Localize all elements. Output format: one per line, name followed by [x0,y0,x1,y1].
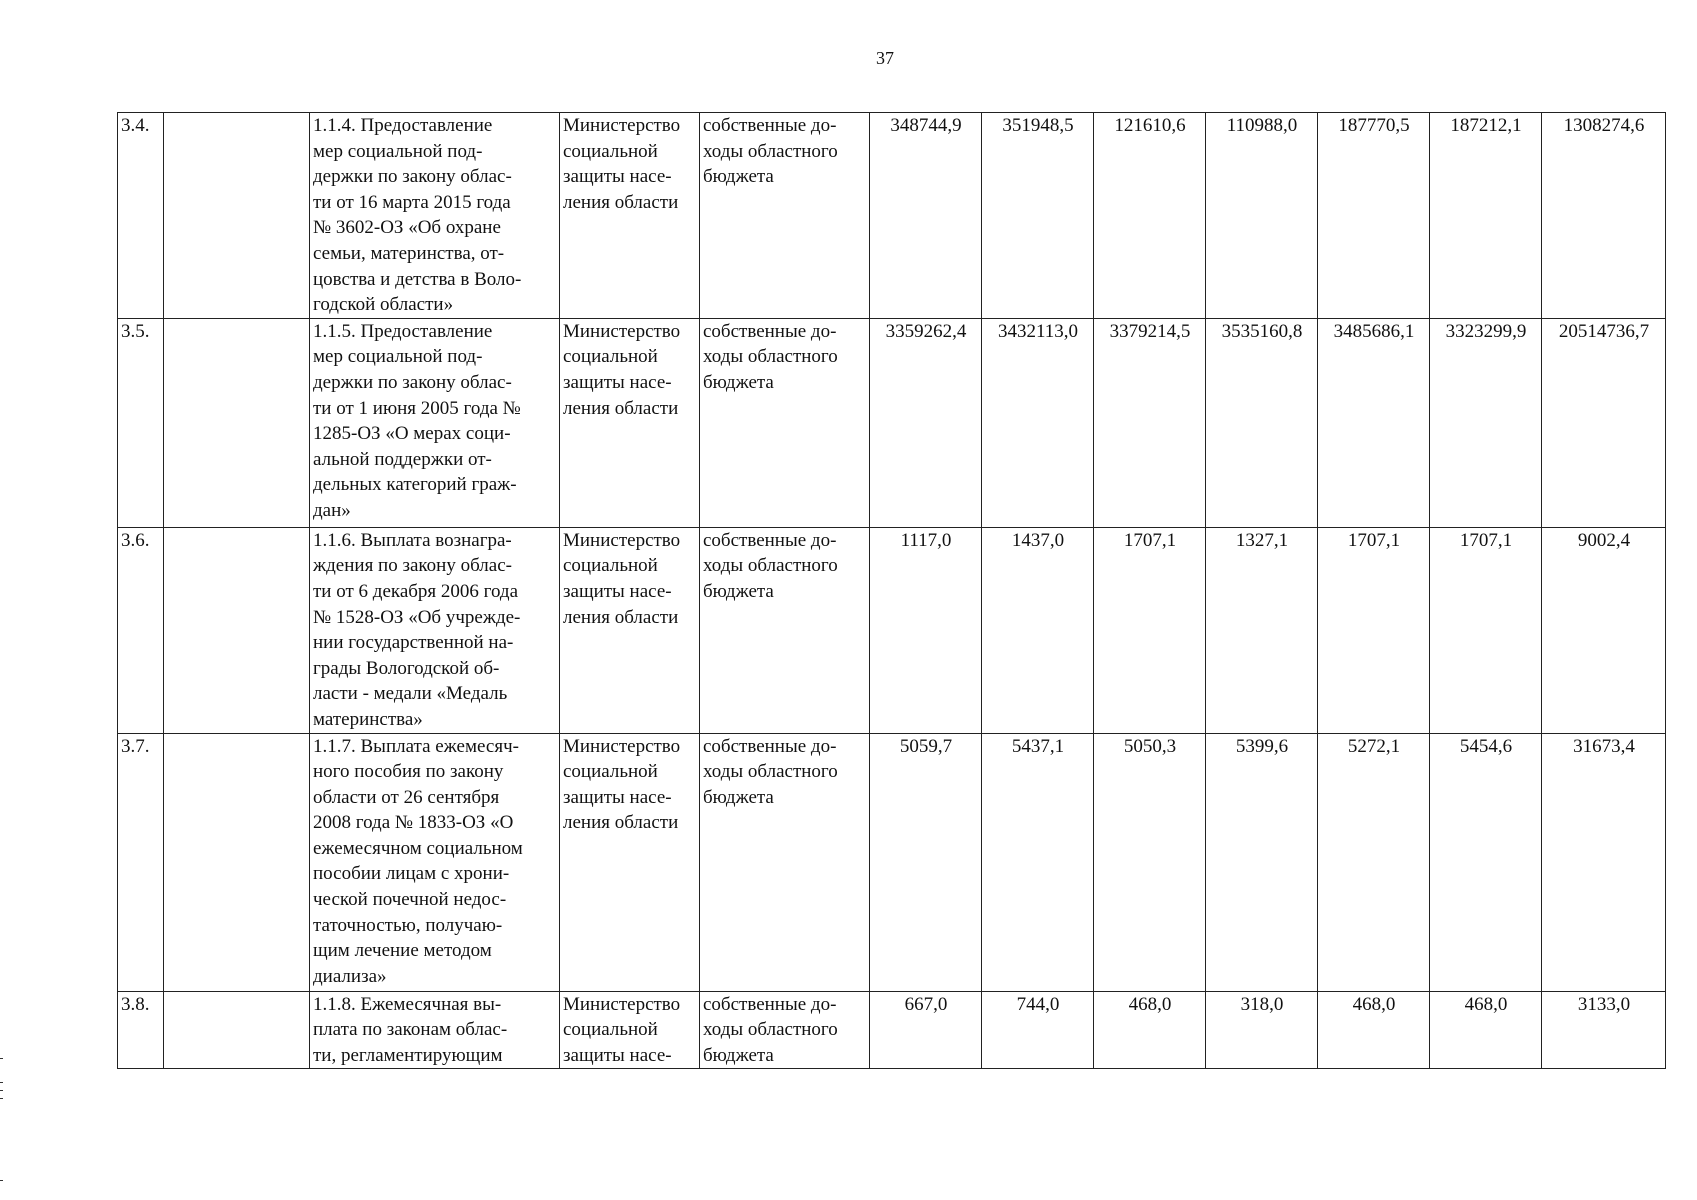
total-cell: 3133,0 [1542,991,1666,1069]
value-cell: 667,0 [870,991,982,1069]
value-cell: 468,0 [1094,991,1206,1069]
scan-edge-mark [0,1180,3,1181]
scan-edge-mark [0,1090,3,1091]
empty-cell [164,733,310,991]
empty-cell [164,991,310,1069]
row-number: 3.5. [118,318,164,527]
event-description: 1.1.8. Ежемесячная вы- плата по законам облас- ти, регламентирующим [310,991,560,1069]
funding-source: собственные до- ходы областного бюджета [700,527,870,733]
value-cell: 1707,1 [1094,527,1206,733]
empty-cell [164,527,310,733]
value-cell: 351948,5 [982,113,1094,319]
funding-source: собственные до- ходы областного бюджета [700,318,870,527]
funding-source: собственные до- ходы областного бюджета [700,733,870,991]
row-number: 3.6. [118,527,164,733]
value-cell: 3359262,4 [870,318,982,527]
table-row [118,113,1666,319]
value-cell: 318,0 [1206,991,1318,1069]
value-cell: 468,0 [1318,991,1430,1069]
responsible-executor: Министерство социальной защиты насе- ления области [560,733,700,991]
value-cell: 1707,1 [1318,527,1430,733]
scan-edge-mark [0,1098,3,1099]
total-cell: 20514736,7 [1542,318,1666,527]
funding-table [117,112,1666,1069]
value-cell: 1437,0 [982,527,1094,733]
row-number: 3.4. [118,113,164,319]
value-cell: 1327,1 [1206,527,1318,733]
value-cell: 5454,6 [1430,733,1542,991]
responsible-executor: Министерство социальной защиты насе- ления области [560,113,700,319]
value-cell: 5399,6 [1206,733,1318,991]
page-number: 37 [876,48,894,68]
scan-edge-mark [0,1082,3,1083]
empty-cell [164,113,310,319]
table-row [118,527,1666,733]
value-cell: 3323299,9 [1430,318,1542,527]
value-cell: 3379214,5 [1094,318,1206,527]
table-row [118,991,1666,1069]
event-description: 1.1.6. Выплата вознагра- ждения по закону облас- ти от 6 декабря 2006 года № 1528-ОЗ «Об учрежде- нии государственной на- грады Вологодской об- ласти - медали «Медаль материнства» [310,527,560,733]
row-number: 3.8. [118,991,164,1069]
table-row [118,318,1666,527]
responsible-executor: Министерство социальной защиты насе- ления области [560,318,700,527]
value-cell: 187212,1 [1430,113,1542,319]
event-description: 1.1.4. Предоставление мер социальной под- держки по закону облас- ти от 16 марта 2015 года № 3602-ОЗ «Об охране семьи, материнства, от- цовства и детства в Воло- годской области» [310,113,560,319]
value-cell: 3535160,8 [1206,318,1318,527]
value-cell: 1117,0 [870,527,982,733]
event-description: 1.1.5. Предоставление мер социальной под- держки по закону облас- ти от 1 июня 2005 года № 1285-ОЗ «О мерах соци- альной поддержки от- дельных категорий граж- дан» [310,318,560,527]
value-cell: 121610,6 [1094,113,1206,319]
event-description: 1.1.7. Выплата ежемесяч- ного пособия по закону области от 26 сентября 2008 года № 1833-ОЗ «О ежемесячном социальном пособии лицам с хрони- ческой почечной недос- таточностью, получаю- щим лечение методом диализа» [310,733,560,991]
value-cell: 110988,0 [1206,113,1318,319]
value-cell: 744,0 [982,991,1094,1069]
value-cell: 348744,9 [870,113,982,319]
value-cell: 468,0 [1430,991,1542,1069]
row-number: 3.7. [118,733,164,991]
responsible-executor: Министерство социальной защиты насе- ления области [560,527,700,733]
empty-cell [164,318,310,527]
funding-source: собственные до- ходы областного бюджета [700,991,870,1069]
funding-source: собственные до- ходы областного бюджета [700,113,870,319]
value-cell: 3485686,1 [1318,318,1430,527]
responsible-executor: Министерство социальной защиты насе- [560,991,700,1069]
scan-edge-mark [0,1058,3,1059]
value-cell: 5059,7 [870,733,982,991]
total-cell: 9002,4 [1542,527,1666,733]
value-cell: 3432113,0 [982,318,1094,527]
table-row [118,733,1666,991]
total-cell: 31673,4 [1542,733,1666,991]
value-cell: 5437,1 [982,733,1094,991]
value-cell: 1707,1 [1430,527,1542,733]
value-cell: 5050,3 [1094,733,1206,991]
total-cell: 1308274,6 [1542,113,1666,319]
value-cell: 187770,5 [1318,113,1430,319]
value-cell: 5272,1 [1318,733,1430,991]
